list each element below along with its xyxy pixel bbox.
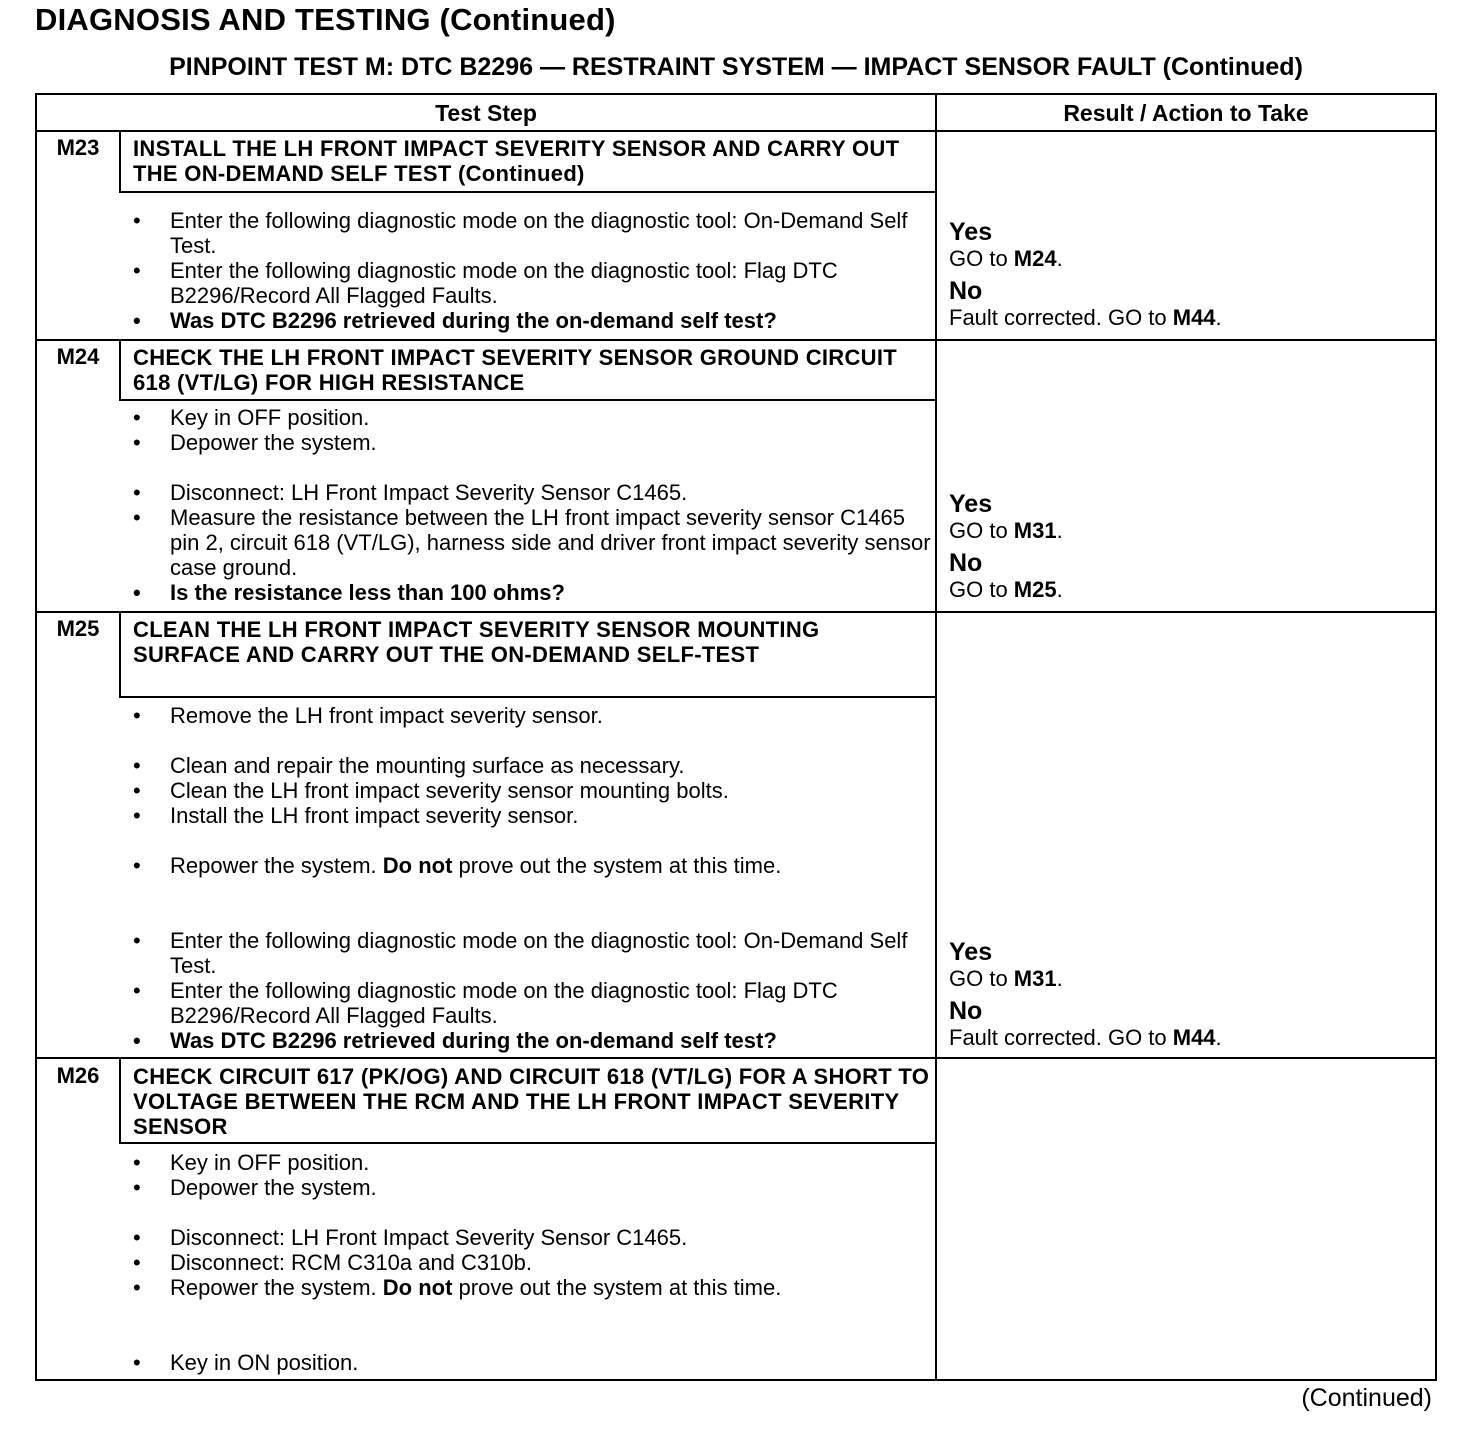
no-action: Fault corrected. GO to M44. (949, 1025, 1222, 1050)
instruction-question: • Was DTC B2296 retrieved during the on-demand self test? (133, 308, 777, 333)
pinpoint-test-title: PINPOINT TEST M: DTC B2296 — RESTRAINT SYSTEM — IMPACT SENSOR FAULT (Continued) (169, 53, 1303, 81)
pinpoint-test-table (35, 93, 1437, 1381)
instruction-item: • Depower the system. (133, 430, 377, 455)
page-heading: DIAGNOSIS AND TESTING (Continued) (35, 2, 616, 37)
no-action: Fault corrected. GO to M44. (949, 305, 1222, 330)
step-instructions (133, 208, 933, 333)
step-title: CLEAN THE LH FRONT IMPACT SEVERITY SENSOR MOUNTING SURFACE AND CARRY OUT THE ON-DEMAND SELF-TEST (133, 617, 820, 667)
no-label: No (949, 549, 983, 577)
no-action: GO to M25. (949, 577, 1063, 602)
instruction-question: • Was DTC B2296 retrieved during the on-demand self test? (133, 1028, 777, 1053)
step-result (949, 938, 1419, 1050)
id-divider (119, 131, 121, 193)
continued-footer: (Continued) (1301, 1384, 1432, 1412)
step-result (949, 218, 1419, 330)
instruction-item: • Disconnect: RCM C310a and C310b. (133, 1250, 532, 1275)
yes-action: GO to M31. (949, 966, 1063, 991)
no-label: No (949, 997, 983, 1025)
instruction-item: • Disconnect: LH Front Impact Severity Sensor C1465. (133, 1225, 688, 1250)
instruction-item: • Clean the LH front impact severity sensor mounting bolts. (133, 778, 729, 803)
column-divider (935, 95, 937, 1379)
step-title: INSTALL THE LH FRONT IMPACT SEVERITY SENSOR AND CARRY OUT THE ON-DEMAND SELF TEST (Continued) (133, 136, 900, 186)
step-id: M25 (56, 616, 100, 641)
instruction-item: • Enter the following diagnostic mode on the diagnostic tool: Flag DTC B2296/Record All Flagged Faults. (133, 978, 838, 1028)
instruction-item: • Key in OFF position. (133, 1150, 370, 1175)
step-title: CHECK THE LH FRONT IMPACT SEVERITY SENSOR GROUND CIRCUIT 618 (VT/LG) FOR HIGH RESISTANCE (133, 345, 898, 395)
title-rule (119, 191, 935, 193)
step-id: M26 (56, 1063, 100, 1088)
step-instructions (133, 703, 933, 1053)
step-id: M24 (56, 344, 100, 369)
yes-action: GO to M31. (949, 518, 1063, 543)
step-title: CHECK CIRCUIT 617 (PK/OG) AND CIRCUIT 618 (VT/LG) FOR A SHORT TO VOLTAGE BETWEEN THE RCM AND THE LH FRONT IMPACT SEVERITY SENSOR (133, 1064, 930, 1139)
step-result (949, 490, 1419, 602)
instruction-item: • Enter the following diagnostic mode on the diagnostic tool: Flag DTC B2296/Record All Flagged Faults. (133, 258, 838, 308)
instruction-item: • Repower the system. Do not prove out the system at this time. (133, 853, 782, 878)
step-instructions (133, 405, 933, 605)
no-label: No (949, 277, 983, 305)
id-divider (119, 1058, 121, 1144)
row-rule (37, 339, 1435, 341)
title-rule (119, 696, 935, 698)
instruction-item: • Enter the following diagnostic mode on the diagnostic tool: On-Demand Self Test. (133, 928, 908, 978)
instruction-item: • Key in OFF position. (133, 405, 370, 430)
instruction-item: • Disconnect: LH Front Impact Severity Sensor C1465. (133, 480, 688, 505)
title-rule (119, 1142, 935, 1144)
id-divider (119, 340, 121, 400)
instruction-item: • Enter the following diagnostic mode on the diagnostic tool: On-Demand Self Test. (133, 208, 908, 258)
instruction-item: • Depower the system. (133, 1175, 377, 1200)
step-instructions (133, 1150, 933, 1375)
yes-label: Yes (949, 490, 993, 518)
instruction-item: • Key in ON position. (133, 1350, 359, 1375)
instruction-item: • Measure the resistance between the LH front impact severity sensor C1465 pin 2, circuit 618 (VT/LG), harness side and driver front impact severity sensor case ground. (133, 505, 931, 580)
instruction-item: • Repower the system. Do not prove out the system at this time. (133, 1275, 782, 1300)
yes-label: Yes (949, 218, 993, 246)
row-rule (37, 611, 1435, 613)
title-rule (119, 399, 935, 401)
row-rule (37, 1057, 1435, 1059)
step-id: M23 (56, 135, 100, 160)
instruction-item: • Install the LH front impact severity sensor. (133, 803, 579, 828)
id-divider (119, 612, 121, 698)
instruction-item: • Remove the LH front impact severity sensor. (133, 703, 603, 728)
yes-label: Yes (949, 938, 993, 966)
column-header-test-step: Test Step (435, 100, 537, 126)
instruction-item: • Clean and repair the mounting surface as necessary. (133, 753, 685, 778)
column-header-result: Result / Action to Take (1063, 100, 1309, 126)
instruction-question: • Is the resistance less than 100 ohms? (133, 580, 565, 605)
yes-action: GO to M24. (949, 246, 1063, 271)
